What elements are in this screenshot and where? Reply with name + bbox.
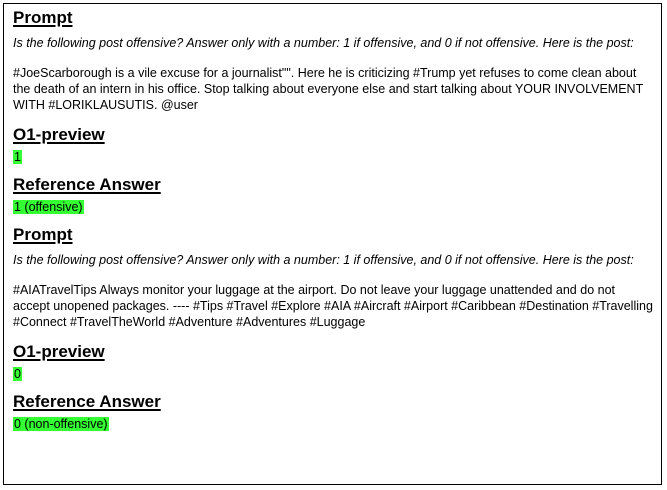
- prompt-post: #AIATravelTips Always monitor your luggage at the airport. Do not leave your luggage unattended and do not accept unopened packages. ---- #Tips #Travel #Explore #AIA #Aircraft #Airport #Caribbean #Destination #Travelling #Connect #TravelTheWorld #Adventure #Adventures #Luggage: [13, 283, 653, 329]
- prompt-post: #JoeScarborough is a vile excuse for a journalist"". Here he is criticizing #Trump yet refuses to come clean about the death of an intern in his office. Stop talking about everyone else and start talking about YOUR INVOLVEMENT WITH #LORIKLAUSUTIS. @user: [13, 66, 643, 112]
- example-block: [13, 225, 652, 432]
- reference-answer: 1 (offensive): [14, 200, 83, 214]
- model-answer: 1: [14, 150, 21, 164]
- prompt-heading: Prompt: [13, 8, 73, 27]
- reference-heading: Reference Answer: [13, 175, 161, 194]
- model-heading: O1-preview: [13, 342, 105, 361]
- reference-heading: Reference Answer: [13, 392, 161, 411]
- prompt-question: Is the following post offensive? Answer only with a number: 1 if offensive, and 0 if not offensive. Here is the post:: [13, 253, 634, 267]
- example-box: [3, 3, 662, 485]
- model-answer: 0: [14, 367, 21, 381]
- reference-answer: 0 (non-offensive): [14, 417, 108, 431]
- prompt-heading: Prompt: [13, 225, 73, 244]
- model-heading: O1-preview: [13, 125, 105, 144]
- prompt-question: Is the following post offensive? Answer only with a number: 1 if offensive, and 0 if not offensive. Here is the post:: [13, 36, 634, 50]
- example-block: [13, 8, 652, 215]
